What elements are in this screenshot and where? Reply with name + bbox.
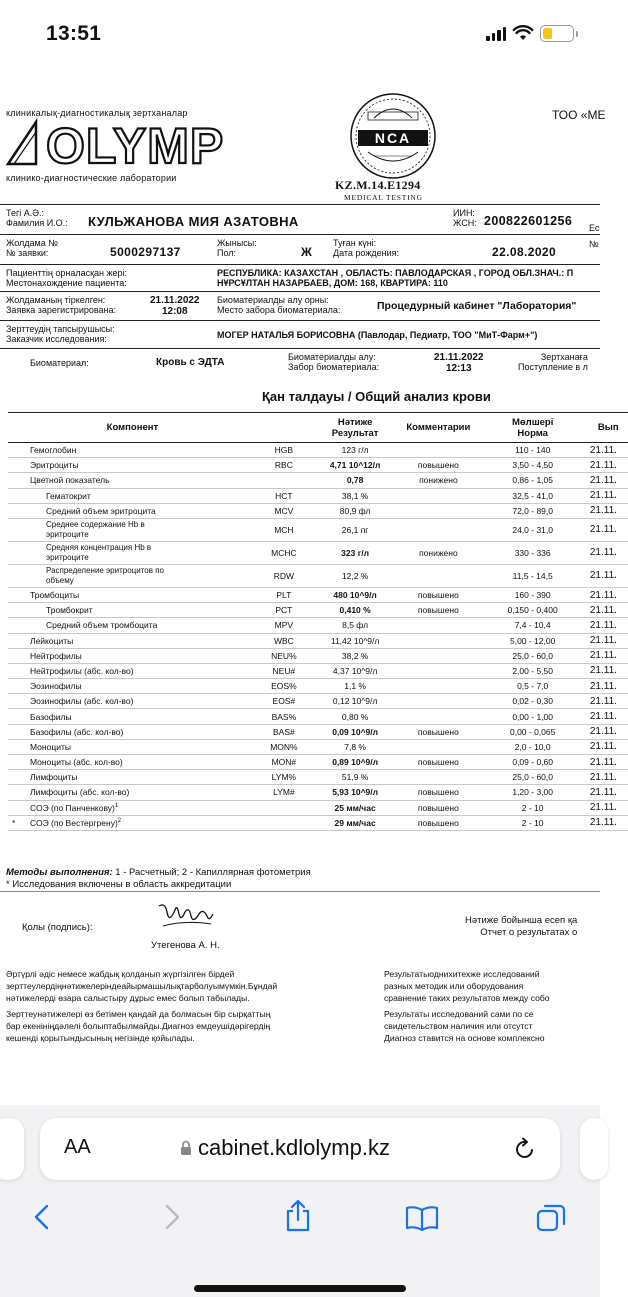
cell-component: Эритроциты (8, 458, 257, 473)
cell-component: * СОЭ (по Вестергрену)$^2$ (8, 815, 257, 830)
cell-component: Тромбоциты (8, 587, 257, 602)
patient-location: РЕСПУБЛИКА: КАЗАХСТАН , ОБЛАСТЬ: ПАВЛОДАРСКАЯ , ГОРОД ОБЛ.ЗНАЧ.: П НҰРСҰЛТАН НАЗАРБАЕВ, ДОМ: 168, КВАРТИРА: 110 (217, 268, 574, 288)
table-row (8, 739, 628, 754)
signature-label: Қолы (подпись): (22, 922, 93, 933)
cell-code: LYM# (257, 785, 311, 800)
cell-norm: 0,00 - 1,00 (478, 709, 588, 724)
cell-result: 0,410 % (311, 603, 399, 618)
cell-date: 21.11. (588, 770, 628, 785)
cell-result: 5,93 10^9/л (311, 785, 399, 800)
table-row (8, 541, 628, 564)
cell-component: Средняя концентрация Hb в эритроците (8, 541, 257, 564)
cell-result: 12,2 % (311, 564, 399, 587)
cell-component: Средний объем тромбоцита (8, 618, 257, 633)
results-table (8, 412, 628, 831)
share-icon[interactable] (283, 1199, 313, 1233)
cell-component: Лимфоциты (8, 770, 257, 785)
cell-comment (399, 633, 477, 648)
cell-component: СОЭ (по Панченкову)$^1$ (8, 800, 257, 815)
bookmarks-icon[interactable] (404, 1205, 440, 1231)
cell-comment (399, 709, 477, 724)
disclaimer-kz-2: Зерттеунәтижелері өз бетімен қандай да болмасын бір сырқаттың бар екенініңдәлелі болыптабылмайды.Диагноз емдеушідәрігердің кешенді қорытындысының негізінде қойылады. (6, 1009, 271, 1044)
cell-date: 21.11. (588, 739, 628, 754)
cell-result: 0,78 (311, 473, 399, 488)
cell-result: 0,09 10^9/л (311, 724, 399, 739)
cell-code: BAS% (257, 709, 311, 724)
cell-date: 21.11. (588, 785, 628, 800)
collection-site: Процедурный кабинет "Лаборатория" (377, 300, 577, 312)
cell-date: 21.11. (588, 518, 628, 541)
table-row (8, 618, 628, 633)
cell-code: MCH (257, 518, 311, 541)
cell-code: MPV (257, 618, 311, 633)
cell-comment (399, 618, 477, 633)
patient-name: КУЛЬЖАНОВА МИЯ АЗАТОВНА (88, 214, 299, 229)
table-row (8, 473, 628, 488)
cell-norm: 7,4 - 10,4 (478, 618, 588, 633)
location-label: Пациенттің орналасқан жері: Местонахождение пациента: (6, 268, 128, 288)
table-row (8, 564, 628, 587)
cell-component: Гемоглобин (8, 443, 257, 458)
cell-code: EOS# (257, 694, 311, 709)
cell-comment: повышено (399, 815, 477, 830)
cell-norm: 110 - 140 (478, 443, 588, 458)
birth-date: 22.08.2020 (492, 245, 557, 259)
col-date: Вып (588, 413, 628, 443)
name-label: Тегі А.Ә.: Фамилия И.О.: (6, 208, 68, 228)
cell-code (257, 473, 311, 488)
birth-label: Туған күні: Дата рождения: (333, 238, 399, 258)
client-name: МОГЕР НАТАЛЬЯ БОРИСОВНА (Павлодар, Педиатр, ТОО "МиТ-Фарм+") (217, 330, 538, 340)
cell-component: Моноциты (8, 739, 257, 754)
table-row (8, 663, 628, 678)
cell-result: 38,2 % (311, 648, 399, 663)
col-comment: Комментарии (399, 413, 477, 443)
cell-comment (399, 518, 477, 541)
status-icons (486, 25, 574, 42)
table-row (8, 724, 628, 739)
cell-norm: 11,5 - 14,5 (478, 564, 588, 587)
signatory-name: Утегенова А. Н. (151, 940, 220, 951)
cell-component: Среднее содержание Hb в эритроците (8, 518, 257, 541)
cell-code: MON# (257, 755, 311, 770)
cell-component: Базофилы (8, 709, 257, 724)
disclaimer-kz-1: Әртүрлі әдіс немесе жабдық қолданып жүргізілген бірдей зерттеулердіңнәтижелеріндеайырмашылықтарболуымүмкін.Бұндай нәтижелерді өзара салыстыру дұрыс емес болып табылады. (6, 969, 278, 1004)
status-time: 13:51 (46, 22, 102, 45)
cell-comment (399, 443, 477, 458)
cell-date: 21.11. (588, 458, 628, 473)
cell-date: 21.11. (588, 633, 628, 648)
registration-label: Жолдаманың тіркелген: Заявка зарегистрирована: (6, 295, 117, 315)
sex-label: Жынысы: Пол: (217, 238, 257, 258)
cell-code: MCV (257, 503, 311, 518)
registration-datetime: 21.11.2022 12:08 (150, 295, 200, 317)
back-icon[interactable] (32, 1203, 52, 1231)
cell-norm: 5,00 - 12,00 (478, 633, 588, 648)
wifi-icon (513, 26, 533, 41)
cell-comment (399, 694, 477, 709)
cell-result: 29 мм/час (311, 815, 399, 830)
birth-suffix: № (589, 239, 599, 249)
cell-result: 8,5 фл (311, 618, 399, 633)
cell-date: 21.11. (588, 663, 628, 678)
forward-icon[interactable] (162, 1203, 182, 1231)
table-row (8, 603, 628, 618)
cell-date: 21.11. (588, 694, 628, 709)
cell-norm: 330 - 336 (478, 541, 588, 564)
cell-comment: понижено (399, 541, 477, 564)
cell-result: 323 г/л (311, 541, 399, 564)
cell-date: 21.11. (588, 679, 628, 694)
cell-code: NEU# (257, 663, 311, 678)
cell-comment (399, 770, 477, 785)
cell-date: 21.11. (588, 443, 628, 458)
reader-settings-button[interactable]: AA (64, 1136, 91, 1158)
cell-norm: 0,150 - 0,400 (478, 603, 588, 618)
site-label: Биоматериалды алу орны: Место забора биоматериала: (217, 295, 341, 315)
cell-date: 21.11. (588, 755, 628, 770)
cell-comment: повышено (399, 587, 477, 602)
cell-component: Нейтрофилы (абс. кол-во) (8, 663, 257, 678)
cell-result: 7,8 % (311, 739, 399, 754)
table-row (8, 648, 628, 663)
cell-norm: 0,86 - 1,05 (478, 473, 588, 488)
cell-comment (399, 739, 477, 754)
cell-norm: 2 - 10 (478, 800, 588, 815)
lab-name-ru: клинико-диагностические лаборатории (6, 173, 177, 183)
lab-name-kz: клиникалық-диагностикалық зертханалар (6, 108, 188, 118)
previous-tab-card[interactable] (0, 1118, 24, 1180)
table-row (8, 458, 628, 473)
cell-component: Тромбокрит (8, 603, 257, 618)
cell-code: HGB (257, 443, 311, 458)
table-row (8, 503, 628, 518)
cell-norm: 25,0 - 60,0 (478, 648, 588, 663)
cell-comment (399, 648, 477, 663)
organization-name: ТОО «МЕ (552, 108, 606, 122)
col-component: Компонент (8, 413, 257, 443)
table-row (8, 770, 628, 785)
cell-comment (399, 679, 477, 694)
cell-code: PLT (257, 587, 311, 602)
cell-code: MCHC (257, 541, 311, 564)
cell-component: Нейтрофилы (8, 648, 257, 663)
iin-label: ИИН: ЖСН: (453, 208, 477, 228)
order-label: Жолдама № № заявки: (6, 238, 58, 258)
url-text[interactable]: cabinet.kdlolymp.kz (198, 1135, 390, 1160)
collection-datetime: 21.11.2022 12:13 (434, 352, 484, 374)
olymp-logo (6, 118, 231, 174)
cell-date: 21.11. (588, 724, 628, 739)
cell-norm: 25,0 - 60,0 (478, 770, 588, 785)
cell-result: 4,71 10^12/л (311, 458, 399, 473)
cell-result: 0,89 10^9/л (311, 755, 399, 770)
seal-text: NCA (374, 130, 412, 146)
cell-norm: 0,02 - 0,30 (478, 694, 588, 709)
battery-icon (540, 25, 574, 42)
lock-icon (180, 1140, 192, 1156)
cell-norm: 2 - 10 (478, 815, 588, 830)
cell-component: Лимфоциты (абс. кол-во) (8, 785, 257, 800)
certificate-subtitle: MEDICAL TESTING (344, 193, 423, 202)
cell-comment: повышено (399, 785, 477, 800)
signal-icon (486, 27, 506, 41)
cell-comment: повышено (399, 800, 477, 815)
biomaterial-label: Биоматериал: (30, 358, 89, 368)
cell-result: 0,80 % (311, 709, 399, 724)
cell-result: 80,9 фл (311, 503, 399, 518)
cell-component: Эозинофилы (8, 679, 257, 694)
cell-comment: повышено (399, 724, 477, 739)
table-row (8, 755, 628, 770)
cell-component: Лейкоциты (8, 633, 257, 648)
table-row (8, 679, 628, 694)
cell-component: Моноциты (абс. кол-во) (8, 755, 257, 770)
cell-date: 21.11. (588, 541, 628, 564)
status-bar (0, 0, 600, 70)
cell-result: 123 г/л (311, 443, 399, 458)
cell-date: 21.11. (588, 488, 628, 503)
cell-result: 26,1 пг (311, 518, 399, 541)
table-row (8, 633, 628, 648)
cell-norm: 3,50 - 4,50 (478, 458, 588, 473)
cell-date: 21.11. (588, 800, 628, 815)
patient-iin: 200822601256 (484, 214, 573, 228)
cell-norm: 0,5 - 7,0 (478, 679, 588, 694)
cell-code: EOS% (257, 679, 311, 694)
cell-norm: 72,0 - 89,0 (478, 503, 588, 518)
cell-comment (399, 663, 477, 678)
cell-code: MON% (257, 739, 311, 754)
cell-comment: понижено (399, 473, 477, 488)
cell-code: RBC (257, 458, 311, 473)
cell-date: 21.11. (588, 503, 628, 518)
cell-result: 0,12 10^9/л (311, 694, 399, 709)
cell-date: 21.11. (588, 473, 628, 488)
cell-code: BAS# (257, 724, 311, 739)
cell-component: Гематокрит (8, 488, 257, 503)
address-bar[interactable] (40, 1118, 560, 1180)
patient-sex: Ж (301, 245, 313, 259)
cell-component: Эозинофилы (абс. кол-во) (8, 694, 257, 709)
receipt-label: Зертханаға Поступление в л (518, 352, 588, 372)
cell-component: Цветной показатель (8, 473, 257, 488)
logo-text: OLYMP (46, 118, 225, 174)
cell-code (257, 815, 311, 830)
cell-date: 21.11. (588, 564, 628, 587)
methods-line: Методы выполнения: 1 - Расчетный; 2 - Капиллярная фотометрия (6, 867, 311, 878)
cell-code (257, 800, 311, 815)
table-row (8, 587, 628, 602)
client-label: Зерттеудің тапсырушысы: Заказчик исследования: (6, 324, 115, 344)
cell-result: 38,1 % (311, 488, 399, 503)
cell-comment (399, 503, 477, 518)
table-row (8, 709, 628, 724)
cell-comment (399, 564, 477, 587)
cell-result: 480 10^9/л (311, 587, 399, 602)
cell-code: WBC (257, 633, 311, 648)
col-norm: Мөлшері Норма (478, 413, 588, 443)
tabs-icon[interactable] (535, 1202, 567, 1234)
cell-code: RDW (257, 564, 311, 587)
cell-date: 21.11. (588, 648, 628, 663)
cell-code: PCT (257, 603, 311, 618)
cell-result: 11,42 10^9/л (311, 633, 399, 648)
cell-result: 51,9 % (311, 770, 399, 785)
table-row (8, 443, 628, 458)
cell-norm: 2,0 - 10,0 (478, 739, 588, 754)
cell-result: 1,1 % (311, 679, 399, 694)
cell-norm: 1,20 - 3,00 (478, 785, 588, 800)
disclaimer-ru-2: Результаты исследований сами по се свидетельством наличия или отсутст Диагноз ставится на основе комплексно (384, 1009, 545, 1044)
biomaterial: Кровь с ЭДТА (156, 357, 225, 368)
cell-date: 21.11. (588, 815, 628, 830)
table-row (8, 800, 628, 815)
cell-norm: 2,00 - 5,50 (478, 663, 588, 678)
lab-report-document (0, 92, 619, 1092)
cell-date: 21.11. (588, 618, 628, 633)
cell-date: 21.11. (588, 587, 628, 602)
cell-result: 25 мм/час (311, 800, 399, 815)
cell-code: LYM% (257, 770, 311, 785)
report-note: Нәтиже бойынша есеп қа Отчет о результатах о (465, 915, 578, 938)
safari-toolbar (0, 1105, 600, 1297)
accreditation-note: * Исследования включены в область аккредитации (6, 879, 232, 890)
cell-norm: 32,5 - 41,0 (478, 488, 588, 503)
cell-norm: 0,00 - 0,065 (478, 724, 588, 739)
table-row (8, 815, 628, 830)
table-row (8, 694, 628, 709)
analysis-title: Қан талдауы / Общий анализ крови (262, 389, 491, 404)
disclaimer-ru-1: Результатыоднихитехже исследований разных методик или оборудования сравнение таких результатов между собо (384, 969, 550, 1004)
nca-seal-logo (338, 90, 448, 182)
next-tab-card[interactable] (580, 1118, 608, 1180)
cell-component: Базофилы (абс. кол-во) (8, 724, 257, 739)
cell-component: Распределение эритроцитов по объему (8, 564, 257, 587)
cell-date: 21.11. (588, 603, 628, 618)
table-row (8, 488, 628, 503)
iin-suffix: Ес (589, 223, 600, 233)
col-result: Нәтиже Результат (311, 413, 399, 443)
certificate-code: KZ.M.14.E1294 (335, 178, 421, 192)
collection-label: Биоматериалды алу: Забор биоматериала: (288, 352, 380, 372)
signature-image (155, 900, 217, 934)
cell-code: HCT (257, 488, 311, 503)
table-row (8, 518, 628, 541)
cell-component: Средний объем эритроцита (8, 503, 257, 518)
cell-norm: 24,0 - 31,0 (478, 518, 588, 541)
cell-code: NEU% (257, 648, 311, 663)
cell-date: 21.11. (588, 709, 628, 724)
cell-norm: 0,09 - 0,60 (478, 755, 588, 770)
cell-comment: повышено (399, 458, 477, 473)
cell-norm: 160 - 390 (478, 587, 588, 602)
home-indicator (194, 1285, 406, 1292)
cell-result: 4,37 10^9/л (311, 663, 399, 678)
order-number: 5000297137 (110, 245, 181, 259)
cell-comment (399, 488, 477, 503)
table-row (8, 785, 628, 800)
cell-comment: повышено (399, 755, 477, 770)
cell-comment: повышено (399, 603, 477, 618)
reload-icon[interactable] (514, 1137, 536, 1161)
